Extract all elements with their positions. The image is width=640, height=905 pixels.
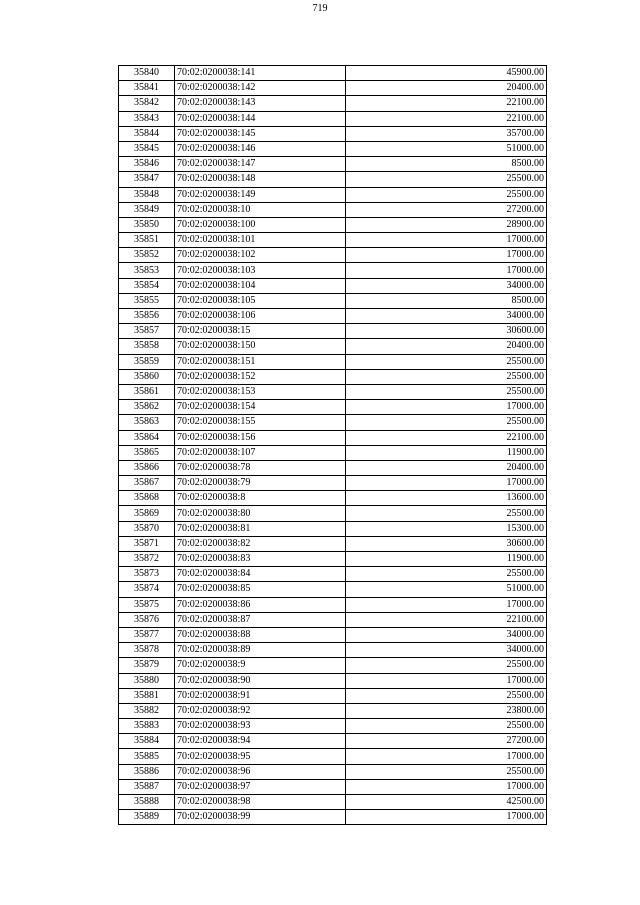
table-row bbox=[119, 627, 547, 642]
row-number-cell: 35851 bbox=[119, 233, 175, 248]
row-number-cell: 35877 bbox=[119, 627, 175, 642]
row-number-cell: 35842 bbox=[119, 96, 175, 111]
table-row bbox=[119, 734, 547, 749]
cadastral-number-cell: 70:02:0200038:100 bbox=[175, 217, 346, 232]
value-cell: 13600.00 bbox=[346, 491, 547, 506]
value-cell: 20400.00 bbox=[346, 460, 547, 475]
table-row bbox=[119, 460, 547, 475]
value-cell: 20400.00 bbox=[346, 81, 547, 96]
row-number-cell: 35868 bbox=[119, 491, 175, 506]
cadastral-number-cell: 70:02:0200038:148 bbox=[175, 172, 346, 187]
cadastral-number-cell: 70:02:0200038:145 bbox=[175, 126, 346, 141]
page-number: 719 bbox=[312, 3, 328, 14]
cadastral-number-cell: 70:02:0200038:82 bbox=[175, 536, 346, 551]
row-number-cell: 35883 bbox=[119, 719, 175, 734]
value-cell: 17000.00 bbox=[346, 248, 547, 263]
value-cell: 34000.00 bbox=[346, 643, 547, 658]
row-number-cell: 35884 bbox=[119, 734, 175, 749]
table-row bbox=[119, 536, 547, 551]
table-row bbox=[119, 172, 547, 187]
row-number-cell: 35881 bbox=[119, 688, 175, 703]
row-number-cell: 35847 bbox=[119, 172, 175, 187]
value-cell: 45900.00 bbox=[346, 66, 547, 81]
row-number-cell: 35882 bbox=[119, 703, 175, 718]
value-cell: 34000.00 bbox=[346, 309, 547, 324]
row-number-cell: 35888 bbox=[119, 795, 175, 810]
value-cell: 25500.00 bbox=[346, 369, 547, 384]
value-cell: 25500.00 bbox=[346, 187, 547, 202]
row-number-cell: 35844 bbox=[119, 126, 175, 141]
row-number-cell: 35859 bbox=[119, 354, 175, 369]
row-number-cell: 35849 bbox=[119, 202, 175, 217]
table-row bbox=[119, 719, 547, 734]
cadastral-number-cell: 70:02:0200038:83 bbox=[175, 552, 346, 567]
table-row bbox=[119, 202, 547, 217]
table-row bbox=[119, 339, 547, 354]
row-number-cell: 35879 bbox=[119, 658, 175, 673]
value-cell: 17000.00 bbox=[346, 400, 547, 415]
table-row bbox=[119, 400, 547, 415]
cadastral-number-cell: 70:02:0200038:147 bbox=[175, 157, 346, 172]
row-number-cell: 35855 bbox=[119, 293, 175, 308]
cadastral-number-cell: 70:02:0200038:107 bbox=[175, 445, 346, 460]
value-cell: 25500.00 bbox=[346, 384, 547, 399]
row-number-cell: 35867 bbox=[119, 476, 175, 491]
value-cell: 30600.00 bbox=[346, 324, 547, 339]
value-cell: 25500.00 bbox=[346, 764, 547, 779]
table-row bbox=[119, 749, 547, 764]
cadastral-number-cell: 70:02:0200038:90 bbox=[175, 673, 346, 688]
cadastral-number-cell: 70:02:0200038:80 bbox=[175, 506, 346, 521]
row-number-cell: 35887 bbox=[119, 779, 175, 794]
row-number-cell: 35872 bbox=[119, 552, 175, 567]
cadastral-number-cell: 70:02:0200038:84 bbox=[175, 567, 346, 582]
row-number-cell: 35870 bbox=[119, 521, 175, 536]
table-row bbox=[119, 521, 547, 536]
value-cell: 25500.00 bbox=[346, 719, 547, 734]
table-row bbox=[119, 643, 547, 658]
cadastral-number-cell: 70:02:0200038:143 bbox=[175, 96, 346, 111]
value-cell: 17000.00 bbox=[346, 749, 547, 764]
cadastral-number-cell: 70:02:0200038:150 bbox=[175, 339, 346, 354]
cadastral-number-cell: 70:02:0200038:93 bbox=[175, 719, 346, 734]
cadastral-number-cell: 70:02:0200038:92 bbox=[175, 703, 346, 718]
value-cell: 8500.00 bbox=[346, 157, 547, 172]
value-cell: 51000.00 bbox=[346, 582, 547, 597]
cadastral-number-cell: 70:02:0200038:81 bbox=[175, 521, 346, 536]
table-row bbox=[119, 445, 547, 460]
cadastre-table bbox=[118, 65, 547, 825]
table-row bbox=[119, 795, 547, 810]
value-cell: 22100.00 bbox=[346, 111, 547, 126]
row-number-cell: 35848 bbox=[119, 187, 175, 202]
table-row bbox=[119, 354, 547, 369]
row-number-cell: 35863 bbox=[119, 415, 175, 430]
table-row bbox=[119, 126, 547, 141]
cadastral-number-cell: 70:02:0200038:156 bbox=[175, 430, 346, 445]
table-row bbox=[119, 141, 547, 156]
cadastral-number-cell: 70:02:0200038:89 bbox=[175, 643, 346, 658]
row-number-cell: 35852 bbox=[119, 248, 175, 263]
row-number-cell: 35861 bbox=[119, 384, 175, 399]
table-row bbox=[119, 278, 547, 293]
cadastral-number-cell: 70:02:0200038:87 bbox=[175, 612, 346, 627]
cadastral-number-cell: 70:02:0200038:10 bbox=[175, 202, 346, 217]
value-cell: 22100.00 bbox=[346, 430, 547, 445]
table-row bbox=[119, 476, 547, 491]
cadastral-number-cell: 70:02:0200038:142 bbox=[175, 81, 346, 96]
cadastral-number-cell: 70:02:0200038:8 bbox=[175, 491, 346, 506]
table-row bbox=[119, 233, 547, 248]
row-number-cell: 35876 bbox=[119, 612, 175, 627]
value-cell: 34000.00 bbox=[346, 278, 547, 293]
table-row bbox=[119, 324, 547, 339]
value-cell: 25500.00 bbox=[346, 506, 547, 521]
value-cell: 11900.00 bbox=[346, 445, 547, 460]
cadastral-number-cell: 70:02:0200038:152 bbox=[175, 369, 346, 384]
value-cell: 17000.00 bbox=[346, 810, 547, 825]
table-row bbox=[119, 673, 547, 688]
value-cell: 17000.00 bbox=[346, 673, 547, 688]
table-row bbox=[119, 96, 547, 111]
table-row bbox=[119, 779, 547, 794]
value-cell: 17000.00 bbox=[346, 233, 547, 248]
cadastral-number-cell: 70:02:0200038:153 bbox=[175, 384, 346, 399]
row-number-cell: 35878 bbox=[119, 643, 175, 658]
value-cell: 15300.00 bbox=[346, 521, 547, 536]
cadastral-number-cell: 70:02:0200038:99 bbox=[175, 810, 346, 825]
value-cell: 25500.00 bbox=[346, 688, 547, 703]
cadastral-number-cell: 70:02:0200038:88 bbox=[175, 627, 346, 642]
value-cell: 22100.00 bbox=[346, 612, 547, 627]
value-cell: 25500.00 bbox=[346, 415, 547, 430]
value-cell: 30600.00 bbox=[346, 536, 547, 551]
cadastral-number-cell: 70:02:0200038:105 bbox=[175, 293, 346, 308]
cadastral-number-cell: 70:02:0200038:106 bbox=[175, 309, 346, 324]
table-row bbox=[119, 157, 547, 172]
row-number-cell: 35875 bbox=[119, 597, 175, 612]
value-cell: 17000.00 bbox=[346, 779, 547, 794]
row-number-cell: 35843 bbox=[119, 111, 175, 126]
row-number-cell: 35862 bbox=[119, 400, 175, 415]
table-row bbox=[119, 81, 547, 96]
cadastral-number-cell: 70:02:0200038:9 bbox=[175, 658, 346, 673]
cadastral-number-cell: 70:02:0200038:154 bbox=[175, 400, 346, 415]
cadastral-number-cell: 70:02:0200038:94 bbox=[175, 734, 346, 749]
cadastral-number-cell: 70:02:0200038:86 bbox=[175, 597, 346, 612]
cadastral-number-cell: 70:02:0200038:101 bbox=[175, 233, 346, 248]
cadastral-number-cell: 70:02:0200038:103 bbox=[175, 263, 346, 278]
value-cell: 25500.00 bbox=[346, 172, 547, 187]
cadastral-number-cell: 70:02:0200038:96 bbox=[175, 764, 346, 779]
cadastral-number-cell: 70:02:0200038:146 bbox=[175, 141, 346, 156]
row-number-cell: 35866 bbox=[119, 460, 175, 475]
row-number-cell: 35886 bbox=[119, 764, 175, 779]
cadastral-number-cell: 70:02:0200038:85 bbox=[175, 582, 346, 597]
cadastral-number-cell: 70:02:0200038:97 bbox=[175, 779, 346, 794]
cadastral-number-cell: 70:02:0200038:79 bbox=[175, 476, 346, 491]
row-number-cell: 35889 bbox=[119, 810, 175, 825]
table-row bbox=[119, 217, 547, 232]
table-row bbox=[119, 309, 547, 324]
table-row bbox=[119, 582, 547, 597]
value-cell: 42500.00 bbox=[346, 795, 547, 810]
value-cell: 28900.00 bbox=[346, 217, 547, 232]
table-row bbox=[119, 597, 547, 612]
table-body bbox=[119, 66, 547, 825]
table-row bbox=[119, 658, 547, 673]
value-cell: 51000.00 bbox=[346, 141, 547, 156]
row-number-cell: 35869 bbox=[119, 506, 175, 521]
table-row bbox=[119, 491, 547, 506]
table-row bbox=[119, 66, 547, 81]
value-cell: 25500.00 bbox=[346, 567, 547, 582]
value-cell: 17000.00 bbox=[346, 476, 547, 491]
table-row bbox=[119, 612, 547, 627]
row-number-cell: 35865 bbox=[119, 445, 175, 460]
row-number-cell: 35846 bbox=[119, 157, 175, 172]
table-row bbox=[119, 415, 547, 430]
cadastral-number-cell: 70:02:0200038:102 bbox=[175, 248, 346, 263]
table-row bbox=[119, 263, 547, 278]
value-cell: 27200.00 bbox=[346, 734, 547, 749]
cadastral-number-cell: 70:02:0200038:144 bbox=[175, 111, 346, 126]
value-cell: 27200.00 bbox=[346, 202, 547, 217]
value-cell: 34000.00 bbox=[346, 627, 547, 642]
row-number-cell: 35841 bbox=[119, 81, 175, 96]
table-row bbox=[119, 703, 547, 718]
cadastral-number-cell: 70:02:0200038:141 bbox=[175, 66, 346, 81]
value-cell: 17000.00 bbox=[346, 263, 547, 278]
table-row bbox=[119, 293, 547, 308]
table-row bbox=[119, 764, 547, 779]
row-number-cell: 35873 bbox=[119, 567, 175, 582]
row-number-cell: 35845 bbox=[119, 141, 175, 156]
cadastral-number-cell: 70:02:0200038:151 bbox=[175, 354, 346, 369]
value-cell: 23800.00 bbox=[346, 703, 547, 718]
table-row bbox=[119, 248, 547, 263]
table-row bbox=[119, 384, 547, 399]
cadastral-number-cell: 70:02:0200038:95 bbox=[175, 749, 346, 764]
value-cell: 17000.00 bbox=[346, 597, 547, 612]
cadastral-number-cell: 70:02:0200038:155 bbox=[175, 415, 346, 430]
table-row bbox=[119, 111, 547, 126]
row-number-cell: 35853 bbox=[119, 263, 175, 278]
value-cell: 25500.00 bbox=[346, 658, 547, 673]
table-row bbox=[119, 187, 547, 202]
table-row bbox=[119, 567, 547, 582]
value-cell: 22100.00 bbox=[346, 96, 547, 111]
value-cell: 11900.00 bbox=[346, 552, 547, 567]
row-number-cell: 35857 bbox=[119, 324, 175, 339]
value-cell: 20400.00 bbox=[346, 339, 547, 354]
row-number-cell: 35885 bbox=[119, 749, 175, 764]
table-row bbox=[119, 552, 547, 567]
table-row bbox=[119, 369, 547, 384]
row-number-cell: 35858 bbox=[119, 339, 175, 354]
row-number-cell: 35856 bbox=[119, 309, 175, 324]
cadastral-number-cell: 70:02:0200038:91 bbox=[175, 688, 346, 703]
cadastral-number-cell: 70:02:0200038:104 bbox=[175, 278, 346, 293]
row-number-cell: 35850 bbox=[119, 217, 175, 232]
row-number-cell: 35854 bbox=[119, 278, 175, 293]
row-number-cell: 35840 bbox=[119, 66, 175, 81]
value-cell: 8500.00 bbox=[346, 293, 547, 308]
row-number-cell: 35864 bbox=[119, 430, 175, 445]
table-row bbox=[119, 688, 547, 703]
cadastral-number-cell: 70:02:0200038:15 bbox=[175, 324, 346, 339]
row-number-cell: 35860 bbox=[119, 369, 175, 384]
value-cell: 35700.00 bbox=[346, 126, 547, 141]
row-number-cell: 35880 bbox=[119, 673, 175, 688]
table-row bbox=[119, 430, 547, 445]
value-cell: 25500.00 bbox=[346, 354, 547, 369]
table-row bbox=[119, 506, 547, 521]
cadastral-number-cell: 70:02:0200038:78 bbox=[175, 460, 346, 475]
row-number-cell: 35874 bbox=[119, 582, 175, 597]
table-row bbox=[119, 810, 547, 825]
cadastral-number-cell: 70:02:0200038:98 bbox=[175, 795, 346, 810]
row-number-cell: 35871 bbox=[119, 536, 175, 551]
cadastral-number-cell: 70:02:0200038:149 bbox=[175, 187, 346, 202]
